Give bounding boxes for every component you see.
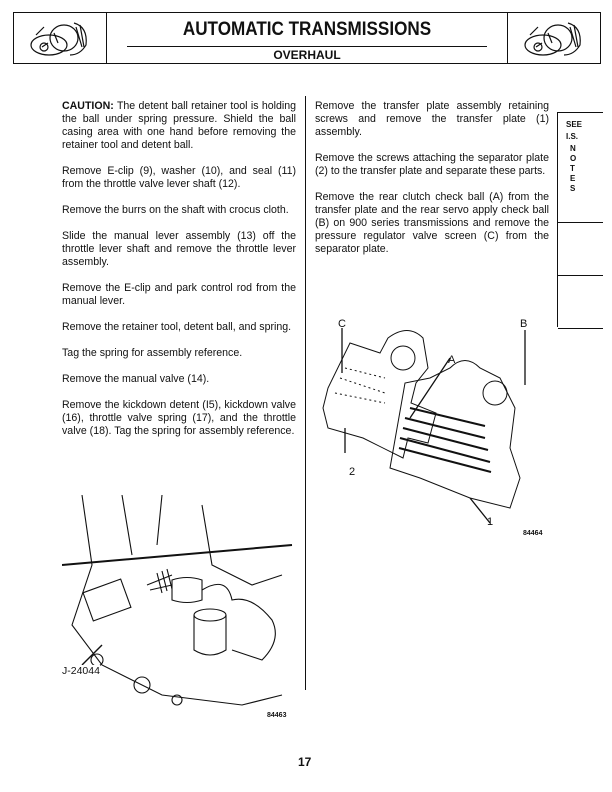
- paragraph: Remove the kickdown detent (I5), kickdown valve (16), throttle valve spring (17), and the throttle valve (18). Tag the spring for assembly reference.: [62, 399, 296, 437]
- see-is-notes-box: [557, 112, 603, 327]
- tool-label: J-24044: [62, 665, 100, 677]
- page-subtitle: OVERHAUL: [273, 48, 341, 62]
- label-c: C: [338, 318, 346, 330]
- page-title: AUTOMATIC TRANSMISSIONS: [127, 13, 487, 47]
- right-column: [315, 100, 549, 269]
- figure-number: 84464: [523, 530, 543, 537]
- paragraph: Remove the retainer tool, detent ball, and spring.: [62, 321, 292, 333]
- paragraph: Remove the manual valve (14).: [62, 373, 210, 385]
- notes-letter: S: [570, 184, 576, 193]
- transmission-illustration-icon: [507, 13, 600, 63]
- paragraph: Remove the transfer plate assembly retaining screws and remove the transfer plate (1) assembly.: [315, 100, 549, 138]
- label-a: A: [448, 354, 456, 366]
- label-2: 2: [349, 466, 356, 478]
- notes-letter: T: [570, 164, 575, 173]
- notes-letter: E: [570, 174, 576, 183]
- notes-letter: O: [570, 154, 577, 163]
- paragraph: Remove the rear clutch check ball (A) from the transfer plate and the rear servo apply check ball (B) on 900 series transmissions and remove the pressure regulator valve screen (C) from the separator plate.: [315, 191, 549, 255]
- label-b: B: [520, 318, 528, 330]
- see-label: SEE: [566, 120, 583, 129]
- paragraph: Remove the E-clip and park control rod from the manual lever.: [62, 282, 296, 307]
- page-number: 17: [298, 755, 312, 769]
- paragraph: Remove the burrs on the shaft with crocus cloth.: [62, 204, 289, 216]
- figure-detent-removal: [62, 495, 302, 719]
- caution-text: The detent ball retainer tool is holding the ball under spring pressure. Shield the ball casing area with one hand before removing the retainer tool and detent ball.: [62, 100, 296, 151]
- transmission-illustration-icon: [14, 13, 107, 63]
- left-column: [62, 100, 296, 451]
- is-label: I.S.: [566, 132, 579, 141]
- page-header: [13, 12, 601, 64]
- label-1: 1: [487, 516, 494, 528]
- figure-number: 84463: [267, 712, 287, 719]
- paragraph: Tag the spring for assembly reference.: [62, 347, 243, 359]
- figure-transfer-plate: [315, 318, 550, 538]
- paragraph: Slide the manual lever assembly (13) off the throttle lever shaft and remove the throttle lever assembly.: [62, 230, 296, 268]
- paragraph: Remove the screws attaching the separator plate (2) to the transfer plate and separate these parts.: [315, 152, 549, 177]
- caution-label: CAUTION:: [62, 100, 114, 112]
- caution-paragraph: [62, 100, 296, 152]
- notes-letter: N: [570, 144, 576, 153]
- column-divider: [305, 96, 306, 690]
- paragraph: Remove E-clip (9), washer (10), and seal (11) from the throttle valve lever shaft (12).: [62, 165, 296, 190]
